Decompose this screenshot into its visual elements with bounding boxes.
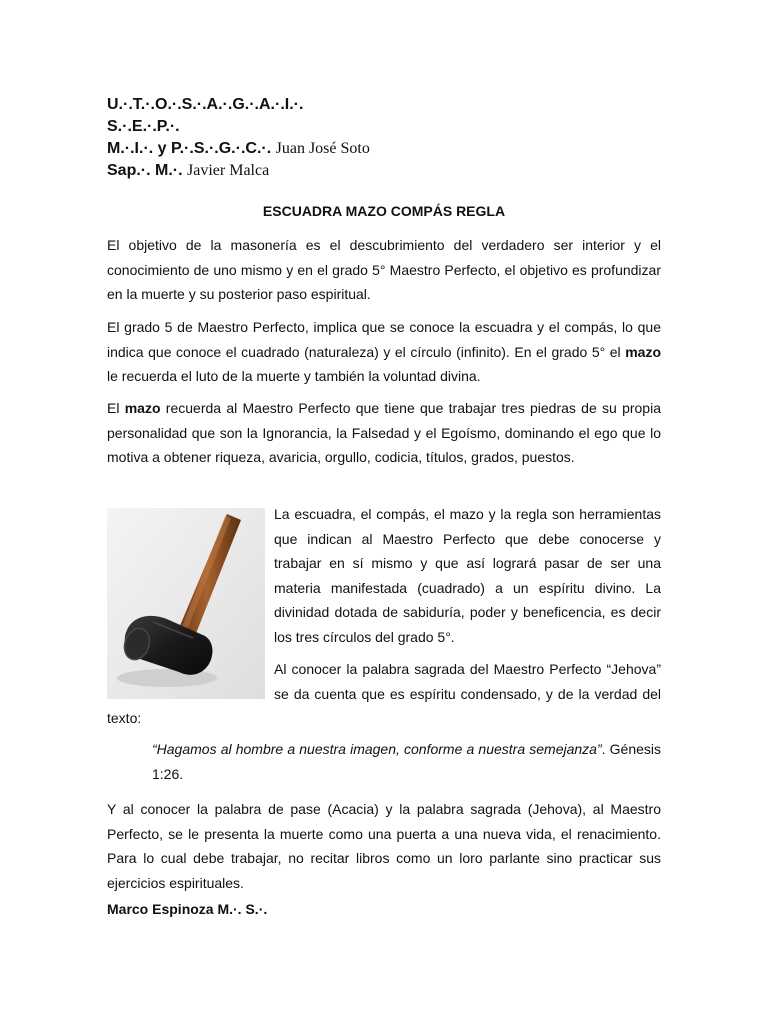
paragraph-6: Y al conocer la palabra de pase (Acacia) y la palabra sagrada (Jehova), al Maestro Perfecto, se le presenta la muerte como una puerta a una nueva vida, el renacimiento. Para lo cual debe trabajar, no recitar libros como un loro parlante sino practicar sus ejercicios espirituales. [107, 801, 661, 891]
header-line-3-prefix: M.·.I.·. y P.·.S.·.G.·.C.·. [107, 140, 272, 157]
paragraph-3-text-b: recuerda al Maestro Perfecto que tiene que trabajar tres piedras de su propia personalidad que son la Ignorancia, la Falsedad y el Egoísmo, dominando el ego que lo motiva a obtener riqueza, avaricia, orgullo, codicia, títulos, grados, puestos. [107, 400, 661, 465]
quote-reference: . Génesis 1:26. [152, 741, 662, 782]
quote-text: “Hagamos al hombre a nuestra imagen, conforme a nuestra semejanza” [152, 741, 602, 757]
paragraph-2-text-b: le recuerda el luto de la muerte y también la voluntad divina. [107, 368, 481, 384]
paragraph-3 [107, 396, 661, 470]
signature: Marco Espinoza M.·. S.·. [107, 901, 268, 917]
header-line-4 [107, 160, 667, 182]
header-line-3 [107, 138, 667, 160]
header-line-4-name: Javier Malca [187, 162, 270, 179]
rubber-mallet-photo-icon [107, 508, 265, 699]
paragraph-5: Al conocer la palabra sagrada del Maestro Perfecto “Jehova” se da cuenta que es espíritu condensado, y de la verdad del texto: [107, 661, 661, 726]
header-line-1: U.·.T.·.O.·.S.·.A.·.G.·.A.·.I.·. [107, 96, 304, 113]
paragraph-2-bold: mazo [625, 343, 661, 360]
paragraph-2-text-a: El grado 5 de Maestro Perfecto, implica que se conoce la escuadra y el compás, lo que indica que conoce el cuadrado (naturaleza) y el círculo (infinito). En el grado 5° el [107, 319, 661, 360]
image-text-block [107, 502, 661, 739]
scripture-quote [152, 737, 661, 786]
paragraph-3-bold: mazo [124, 400, 161, 416]
paragraph-3-text-a: El [107, 400, 125, 416]
lodge-header [107, 94, 667, 182]
paragraph-1: El objetivo de la masonería es el descubrimiento del verdadero ser interior y el conocimiento de uno mismo y en el grado 5° Maestro Perfecto, el objetivo es profundizar en la muerte y su posterior paso espiritual. [107, 237, 661, 302]
header-line-2: S.·.E.·.P.·. [107, 118, 180, 135]
header-line-4-prefix: Sap.·. M.·. [107, 162, 183, 179]
document-title: ESCUADRA MAZO COMPÁS REGLA [262, 203, 506, 219]
paragraph-2 [107, 315, 661, 389]
paragraph-4: La escuadra, el compás, el mazo y la regla son herramientas que indican al Maestro Perfecto que debe conocerse y trabajar en sí mismo y que así logrará pasar de ser una materia manifestada (cuadrado) a un espíritu divino. La divinidad dotada de sabiduría, poder y beneficencia, es decir los tres círculos del grado 5°. [274, 506, 661, 645]
header-line-3-name: Juan José Soto [275, 140, 370, 157]
